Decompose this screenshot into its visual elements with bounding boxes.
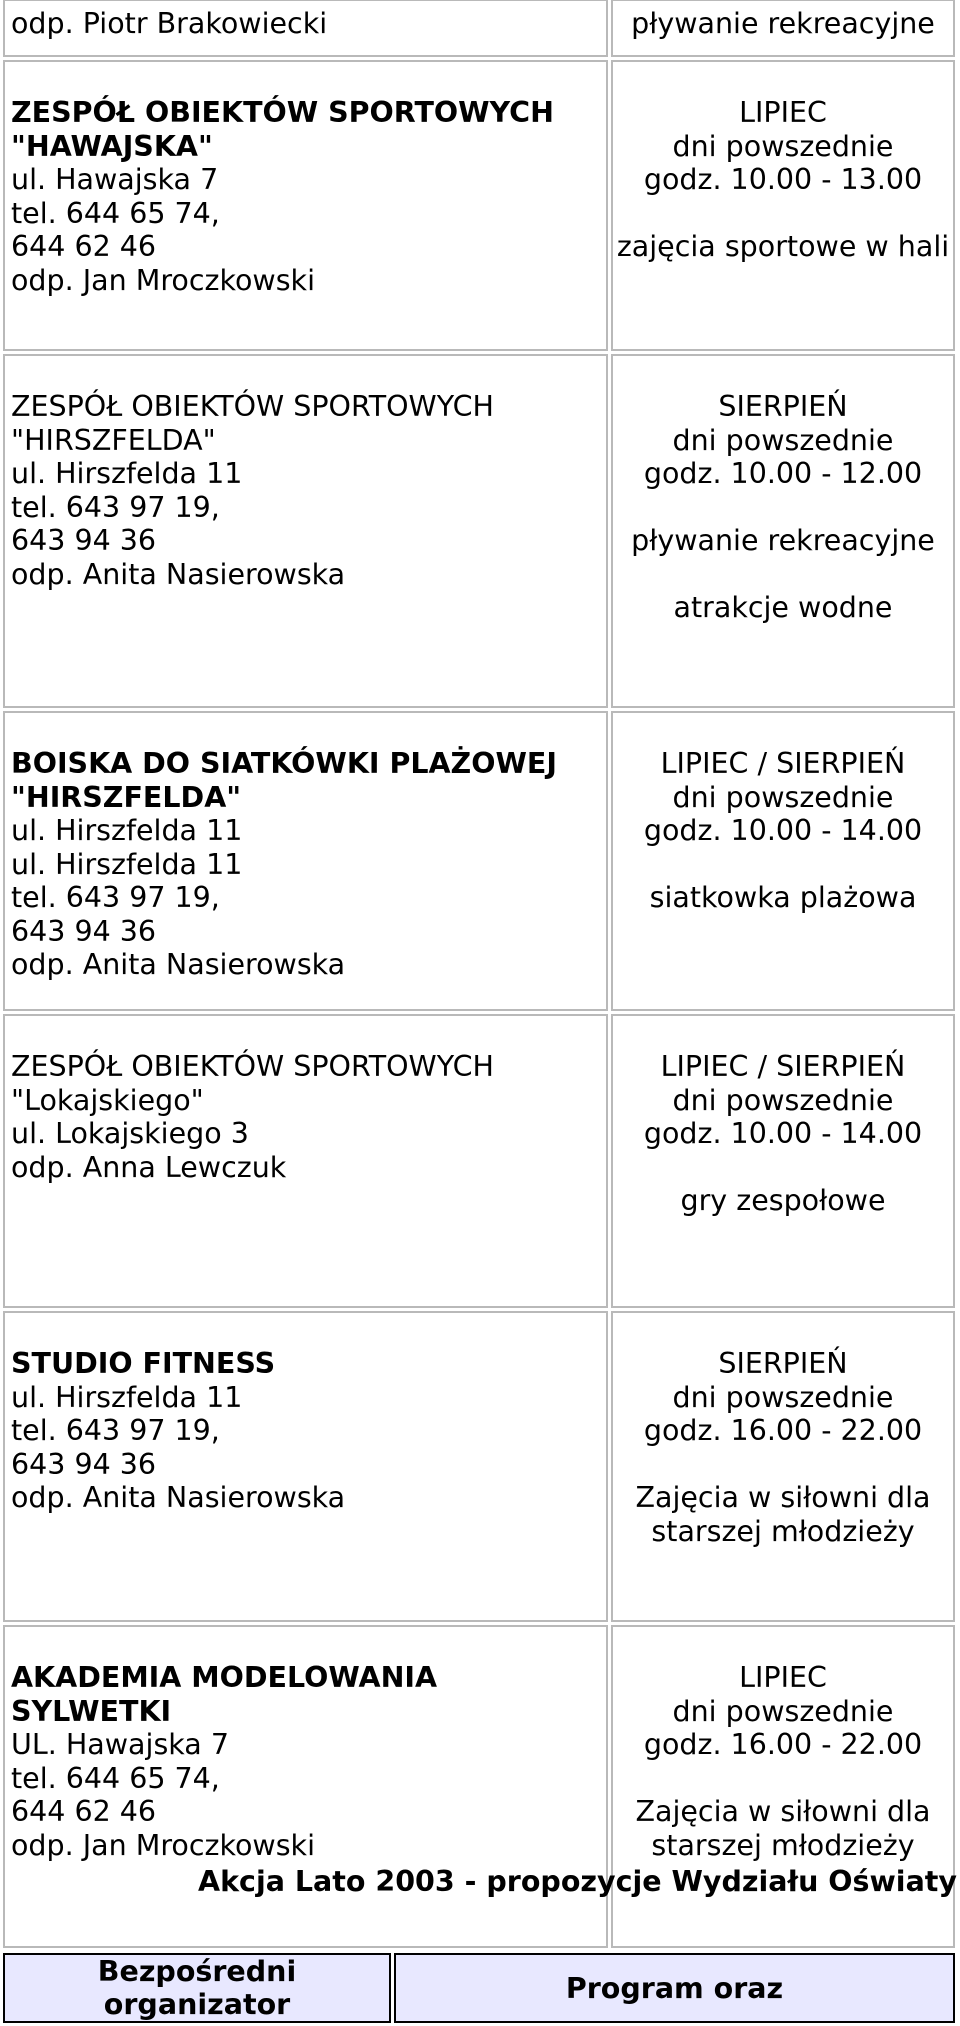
organizer-name: BOISKA DO SIATKÓWKI PLAŻOWEJ bbox=[11, 747, 557, 780]
program-month: LIPIEC / SIERPIEŃ bbox=[660, 747, 906, 780]
organizer-name: ZESPÓŁ OBIEKTÓW SPORTOWYCH bbox=[11, 96, 554, 129]
header-organizer: Bezpośredni organizator bbox=[3, 1953, 391, 2023]
program-detail: dni powszednie bbox=[672, 423, 894, 457]
organizer-detail: tel. 643 97 19, bbox=[11, 1414, 220, 1447]
spacer bbox=[613, 491, 953, 525]
program-detail: dni powszednie bbox=[672, 780, 894, 814]
organizer-cell bbox=[3, 1311, 608, 1622]
program-detail: dni powszednie bbox=[672, 1694, 894, 1728]
organizer-cell bbox=[3, 1014, 608, 1308]
spacer bbox=[613, 1762, 953, 1796]
program-month: SIERPIEŃ bbox=[718, 390, 848, 423]
program-month: SIERPIEŃ bbox=[718, 1347, 848, 1380]
organizer-detail: tel. 643 97 19, bbox=[11, 490, 220, 524]
program-detail: atrakcje wodne bbox=[673, 591, 893, 624]
organizer-detail: ul. Hirszfelda 11 bbox=[11, 1380, 243, 1414]
organizer-detail: ul. Hirszfelda 11 bbox=[11, 814, 243, 847]
organizer-detail: "Lokajskiego" bbox=[11, 1083, 204, 1117]
organizer-detail: 643 94 36 bbox=[11, 914, 157, 948]
organizer-detail: ul. Lokajskiego 3 bbox=[11, 1117, 249, 1150]
program-detail: gry zespołowe bbox=[680, 1184, 886, 1217]
table-row bbox=[3, 60, 955, 351]
organizer-detail: odp. Anita Nasierowska bbox=[11, 1481, 346, 1514]
organizer-detail: odp. Jan Mroczkowski bbox=[11, 263, 315, 297]
program-month: LIPIEC bbox=[739, 96, 827, 129]
organizer-detail: ul. Hirszfelda 11 bbox=[11, 847, 243, 881]
header-row bbox=[3, 1953, 955, 2023]
table-row bbox=[3, 354, 955, 708]
program-detail: pływanie rekreacyjne bbox=[631, 524, 935, 557]
organizer-detail: odp. Jan Mroczkowski bbox=[11, 1828, 315, 1862]
table-row bbox=[3, 1014, 955, 1308]
program-cell bbox=[611, 1311, 955, 1622]
program-detail: godz. 10.00 - 12.00 bbox=[643, 457, 923, 490]
section-title: Akcja Lato 2003 - propozycje Wydziału Oświaty bbox=[198, 1865, 957, 1898]
organizer-detail: tel. 644 65 74, bbox=[11, 1761, 220, 1795]
spacer bbox=[613, 1151, 953, 1185]
table-row bbox=[3, 1311, 955, 1622]
table-row bbox=[3, 0, 955, 57]
table-row bbox=[3, 711, 955, 1011]
program-detail: godz. 10.00 - 14.00 bbox=[643, 814, 923, 847]
program-cell bbox=[611, 354, 955, 708]
organizer-name: STUDIO FITNESS bbox=[11, 1347, 276, 1380]
spacer bbox=[613, 1448, 953, 1482]
program-detail: siatkowka plażowa bbox=[649, 881, 917, 914]
organizer-detail: odp. Anita Nasierowska bbox=[11, 557, 346, 591]
organizer-cell bbox=[3, 0, 608, 57]
program-detail: godz. 10.00 - 14.00 bbox=[643, 1117, 923, 1150]
organizer-detail: odp. Piotr Brakowiecki bbox=[11, 7, 328, 40]
organizer-detail: tel. 643 97 19, bbox=[11, 881, 220, 914]
program-detail: Zajęcia w siłowni dla bbox=[635, 1795, 931, 1828]
program-detail: Zajęcia w siłowni dla bbox=[635, 1481, 931, 1514]
program-detail: starszej młodzieży bbox=[651, 1514, 915, 1548]
organizer-cell bbox=[3, 711, 608, 1011]
organizer-name: "HAWAJSKA" bbox=[11, 129, 213, 163]
spacer bbox=[613, 197, 953, 231]
header-table bbox=[0, 1950, 958, 2026]
program-detail: dni powszednie bbox=[672, 1380, 894, 1414]
spacer bbox=[613, 558, 953, 592]
header-program: Program oraz bbox=[394, 1953, 955, 2023]
program-cell bbox=[611, 1014, 955, 1308]
program-detail: starszej młodzieży bbox=[651, 1828, 915, 1862]
organizer-detail: "HIRSZFELDA" bbox=[11, 423, 216, 457]
organizer-detail: tel. 644 65 74, bbox=[11, 196, 220, 230]
program-detail: pływanie rekreacyjne bbox=[631, 7, 935, 40]
program-detail: dni powszednie bbox=[672, 129, 894, 163]
program-cell bbox=[611, 60, 955, 351]
organizer-name: "HIRSZFELDA" bbox=[11, 780, 242, 814]
organizer-detail: ZESPÓŁ OBIEKTÓW SPORTOWYCH bbox=[11, 1050, 494, 1083]
organizer-detail: 643 94 36 bbox=[11, 524, 157, 557]
program-detail: godz. 10.00 - 13.00 bbox=[643, 163, 923, 196]
organizer-cell bbox=[3, 60, 608, 351]
program-cell bbox=[611, 711, 955, 1011]
organizer-detail: ul. Hirszfelda 11 bbox=[11, 457, 243, 490]
spacer bbox=[613, 848, 953, 882]
program-month: LIPIEC / SIERPIEŃ bbox=[660, 1050, 906, 1083]
organizer-name: AKADEMIA MODELOWANIA bbox=[11, 1661, 438, 1694]
organizer-cell bbox=[3, 354, 608, 708]
program-detail: godz. 16.00 - 22.00 bbox=[643, 1728, 923, 1761]
organizer-detail: ul. Hawajska 7 bbox=[11, 163, 219, 196]
program-cell bbox=[611, 0, 955, 57]
program-detail: zajęcia sportowe w hali bbox=[616, 230, 950, 263]
program-detail: dni powszednie bbox=[672, 1083, 894, 1117]
program-month: LIPIEC bbox=[739, 1661, 827, 1694]
organizer-detail: UL. Hawajska 7 bbox=[11, 1728, 229, 1761]
organizer-detail: 643 94 36 bbox=[11, 1447, 157, 1481]
organizer-detail: odp. Anna Lewczuk bbox=[11, 1150, 287, 1184]
organizer-detail: 644 62 46 bbox=[11, 230, 157, 263]
organizer-detail: odp. Anita Nasierowska bbox=[11, 948, 346, 981]
organizer-detail: ZESPÓŁ OBIEKTÓW SPORTOWYCH bbox=[11, 390, 494, 423]
program-detail: godz. 16.00 - 22.00 bbox=[643, 1414, 923, 1447]
organizer-detail: 644 62 46 bbox=[11, 1795, 157, 1828]
organizer-name: SYLWETKI bbox=[11, 1694, 172, 1728]
